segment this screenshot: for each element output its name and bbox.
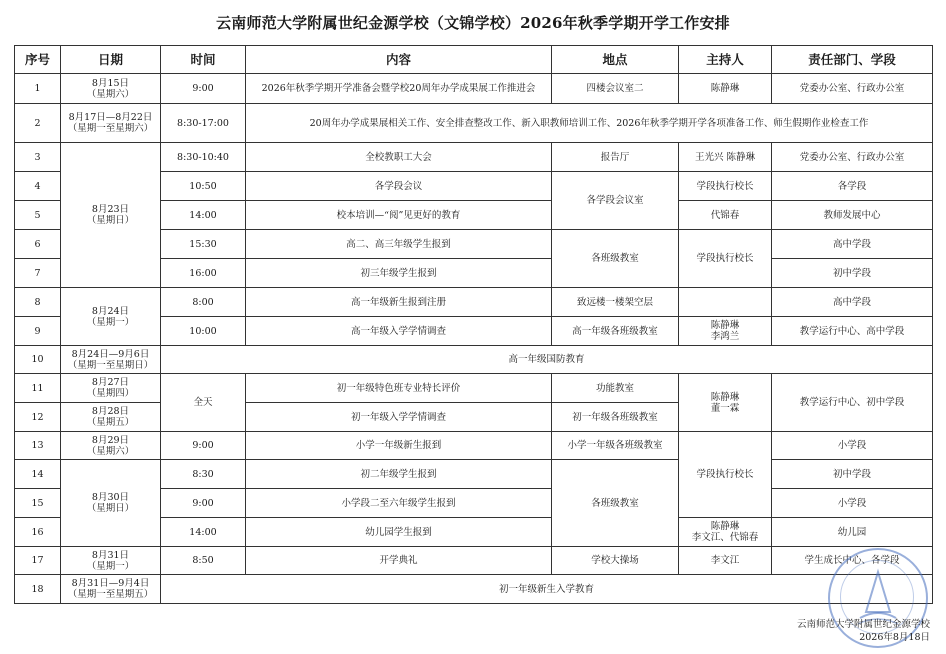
cell-dept: 党委办公室、行政办公室 bbox=[772, 143, 933, 172]
table-row bbox=[15, 143, 933, 172]
table-row bbox=[15, 460, 933, 489]
cell-host: 陈静琳 bbox=[679, 74, 772, 104]
weekday-text: （星期六） bbox=[86, 445, 135, 457]
cell-time: 8:00 bbox=[161, 288, 246, 317]
cell-date bbox=[61, 547, 161, 575]
col-header-place: 地点 bbox=[552, 46, 679, 74]
cell-dept: 小学段 bbox=[772, 489, 933, 518]
cell-time: 8:30-17:00 bbox=[161, 104, 246, 143]
cell-time: 10:00 bbox=[161, 317, 246, 346]
cell-dept: 教学运行中心、高中学段 bbox=[772, 317, 933, 346]
cell-place: 报告厅 bbox=[552, 143, 679, 172]
date-text: 8月29日 bbox=[91, 434, 130, 446]
cell-no: 6 bbox=[15, 230, 61, 259]
cell-dept: 各学段 bbox=[772, 172, 933, 201]
date-text: 8月31日—9月4日 bbox=[71, 578, 150, 589]
footer-org: 云南师范大学附属世纪金源学校 bbox=[796, 619, 930, 630]
col-header-no: 序号 bbox=[15, 46, 61, 74]
cell-time: 8:50 bbox=[161, 547, 246, 575]
cell-host: 李文江 bbox=[679, 547, 772, 575]
weekday-text: （星期日） bbox=[86, 215, 135, 226]
cell-host bbox=[679, 518, 772, 547]
weekday-text: （星期五） bbox=[86, 417, 135, 428]
weekday-text: （星期一至星期六） bbox=[67, 123, 154, 134]
host-name: 陈静琳 bbox=[710, 391, 740, 403]
cell-content: 初三年级学生报到 bbox=[246, 259, 552, 288]
cell-dept: 党委办公室、行政办公室 bbox=[772, 74, 933, 104]
cell-place: 小学一年级各班级教室 bbox=[552, 432, 679, 460]
date-text: 8月24日 bbox=[91, 305, 130, 317]
date-text: 8月28日 bbox=[91, 406, 130, 417]
cell-time: 14:00 bbox=[161, 518, 246, 547]
table-row bbox=[15, 346, 933, 374]
cell-no: 9 bbox=[15, 317, 61, 346]
table-row bbox=[15, 432, 933, 460]
cell-host bbox=[679, 374, 772, 432]
footer-date: 2026年8月18日 bbox=[859, 632, 930, 643]
table-header-row bbox=[15, 46, 933, 74]
cell-date bbox=[61, 432, 161, 460]
cell-time: 14:00 bbox=[161, 201, 246, 230]
col-header-dept: 责任部门、学段 bbox=[772, 46, 933, 74]
date-text: 8月27日 bbox=[91, 377, 130, 388]
cell-host: 王光兴 陈静琳 bbox=[679, 143, 772, 172]
cell-host: 学段执行校长 bbox=[679, 172, 772, 201]
cell-dept: 初中学段 bbox=[772, 259, 933, 288]
cell-no: 11 bbox=[15, 374, 61, 403]
table-row bbox=[15, 74, 933, 104]
cell-time: 9:00 bbox=[161, 74, 246, 104]
cell-content: 高一年级新生报到注册 bbox=[246, 288, 552, 317]
cell-content: 初一年级特色班专业特长评价 bbox=[246, 374, 552, 403]
document-footer bbox=[797, 618, 930, 644]
cell-time: 16:00 bbox=[161, 259, 246, 288]
cell-date bbox=[61, 346, 161, 374]
cell-no: 16 bbox=[15, 518, 61, 547]
cell-content: 各学段会议 bbox=[246, 172, 552, 201]
weekday-text: （星期日） bbox=[86, 503, 135, 514]
table-row bbox=[15, 104, 933, 143]
cell-no: 1 bbox=[15, 74, 61, 104]
cell-date bbox=[61, 460, 161, 547]
date-text: 8月24日—9月6日 bbox=[71, 348, 150, 360]
cell-date bbox=[61, 104, 161, 143]
cell-dept: 教学运行中心、初中学段 bbox=[772, 374, 933, 432]
host-name: 董一霖 bbox=[710, 402, 740, 414]
weekday-text: （星期一至星期日） bbox=[67, 359, 154, 371]
cell-time: 9:00 bbox=[161, 489, 246, 518]
cell-place: 各学段会议室 bbox=[552, 172, 679, 230]
cell-dept: 小学段 bbox=[772, 432, 933, 460]
cell-place: 功能教室 bbox=[552, 374, 679, 403]
cell-content: 高一年级入学学情调查 bbox=[246, 317, 552, 346]
date-text: 8月23日 bbox=[91, 204, 130, 215]
cell-no: 7 bbox=[15, 259, 61, 288]
cell-date bbox=[61, 74, 161, 104]
weekday-text: （星期一至星期五） bbox=[67, 589, 154, 600]
cell-content: 2026年秋季学期开学准备会暨学校20周年办学成果展工作推进会 bbox=[246, 74, 552, 104]
cell-no: 13 bbox=[15, 432, 61, 460]
cell-dept: 高中学段 bbox=[772, 288, 933, 317]
cell-host: 学段执行校长 bbox=[679, 230, 772, 288]
cell-no: 2 bbox=[15, 104, 61, 143]
cell-no: 5 bbox=[15, 201, 61, 230]
cell-time: 10:50 bbox=[161, 172, 246, 201]
schedule-table bbox=[14, 45, 933, 604]
cell-content: 校本培训—“阅”见更好的教育 bbox=[246, 201, 552, 230]
cell-dept: 学生成长中心、各学段 bbox=[772, 547, 933, 575]
weekday-text: （星期一） bbox=[86, 316, 135, 328]
cell-dept: 高中学段 bbox=[772, 230, 933, 259]
cell-place: 致远楼一楼架空层 bbox=[552, 288, 679, 317]
cell-time: 9:00 bbox=[161, 432, 246, 460]
cell-place: 高一年级各班级教室 bbox=[552, 317, 679, 346]
cell-dept: 教师发展中心 bbox=[772, 201, 933, 230]
host-name: 李鸿兰 bbox=[710, 331, 740, 342]
host-name: 陈静琳 bbox=[710, 521, 740, 532]
date-text: 8月15日 bbox=[91, 77, 130, 89]
cell-content: 高一年级国防教育 bbox=[161, 346, 933, 374]
cell-no: 10 bbox=[15, 346, 61, 374]
host-name: 陈静琳 bbox=[710, 320, 740, 331]
col-header-date: 日期 bbox=[61, 46, 161, 74]
cell-content: 初一年级入学学情调查 bbox=[246, 403, 552, 432]
date-text: 8月31日 bbox=[91, 549, 130, 561]
cell-content: 20周年办学成果展相关工作、安全排查整改工作、新入职教师培训工作、2026年秋季学期开学各项准备工作、师生假期作业检查工作 bbox=[246, 104, 933, 143]
page-title: 云南师范大学附属世纪金源学校（文锦学校）2026年秋季学期开学工作安排 bbox=[216, 14, 730, 32]
cell-content: 小学段二至六年级学生报到 bbox=[246, 489, 552, 518]
date-text: 8月17日—8月22日 bbox=[68, 112, 153, 123]
weekday-text: （星期四） bbox=[86, 388, 135, 399]
cell-content: 初一年级新生入学教育 bbox=[161, 575, 933, 604]
cell-no: 18 bbox=[15, 575, 61, 604]
weekday-text: （星期一） bbox=[86, 560, 135, 572]
cell-no: 4 bbox=[15, 172, 61, 201]
cell-time: 全天 bbox=[161, 374, 246, 432]
cell-host bbox=[679, 288, 772, 317]
cell-content: 幼儿园学生报到 bbox=[246, 518, 552, 547]
cell-place: 初一年级各班级教室 bbox=[552, 403, 679, 432]
table-row bbox=[15, 374, 933, 403]
cell-host: 代锦春 bbox=[679, 201, 772, 230]
cell-content: 初二年级学生报到 bbox=[246, 460, 552, 489]
cell-content: 全校教职工大会 bbox=[246, 143, 552, 172]
cell-date bbox=[61, 374, 161, 403]
cell-dept: 初中学段 bbox=[772, 460, 933, 489]
cell-content: 高二、高三年级学生报到 bbox=[246, 230, 552, 259]
col-header-host: 主持人 bbox=[679, 46, 772, 74]
cell-no: 17 bbox=[15, 547, 61, 575]
cell-no: 3 bbox=[15, 143, 61, 172]
cell-time: 8:30 bbox=[161, 460, 246, 489]
table-row bbox=[15, 575, 933, 604]
cell-date bbox=[61, 288, 161, 346]
cell-date bbox=[61, 403, 161, 432]
table-row bbox=[15, 547, 933, 575]
cell-date bbox=[61, 575, 161, 604]
col-header-content: 内容 bbox=[246, 46, 552, 74]
cell-no: 15 bbox=[15, 489, 61, 518]
date-text: 8月30日 bbox=[91, 492, 130, 503]
cell-dept: 幼儿园 bbox=[772, 518, 933, 547]
cell-host: 学段执行校长 bbox=[679, 432, 772, 518]
cell-place: 各班级教室 bbox=[552, 460, 679, 547]
cell-no: 12 bbox=[15, 403, 61, 432]
cell-content: 开学典礼 bbox=[246, 547, 552, 575]
cell-content: 小学一年级新生报到 bbox=[246, 432, 552, 460]
cell-time: 15:30 bbox=[161, 230, 246, 259]
host-name: 李文江、代锦春 bbox=[691, 532, 759, 543]
cell-place: 学校大操场 bbox=[552, 547, 679, 575]
col-header-time: 时间 bbox=[161, 46, 246, 74]
cell-date bbox=[61, 143, 161, 288]
cell-place: 四楼会议室二 bbox=[552, 74, 679, 104]
cell-place: 各班级教室 bbox=[552, 230, 679, 288]
cell-host bbox=[679, 317, 772, 346]
table-row bbox=[15, 288, 933, 317]
cell-no: 14 bbox=[15, 460, 61, 489]
cell-time: 8:30-10:40 bbox=[161, 143, 246, 172]
cell-no: 8 bbox=[15, 288, 61, 317]
weekday-text: （星期六） bbox=[86, 88, 135, 100]
